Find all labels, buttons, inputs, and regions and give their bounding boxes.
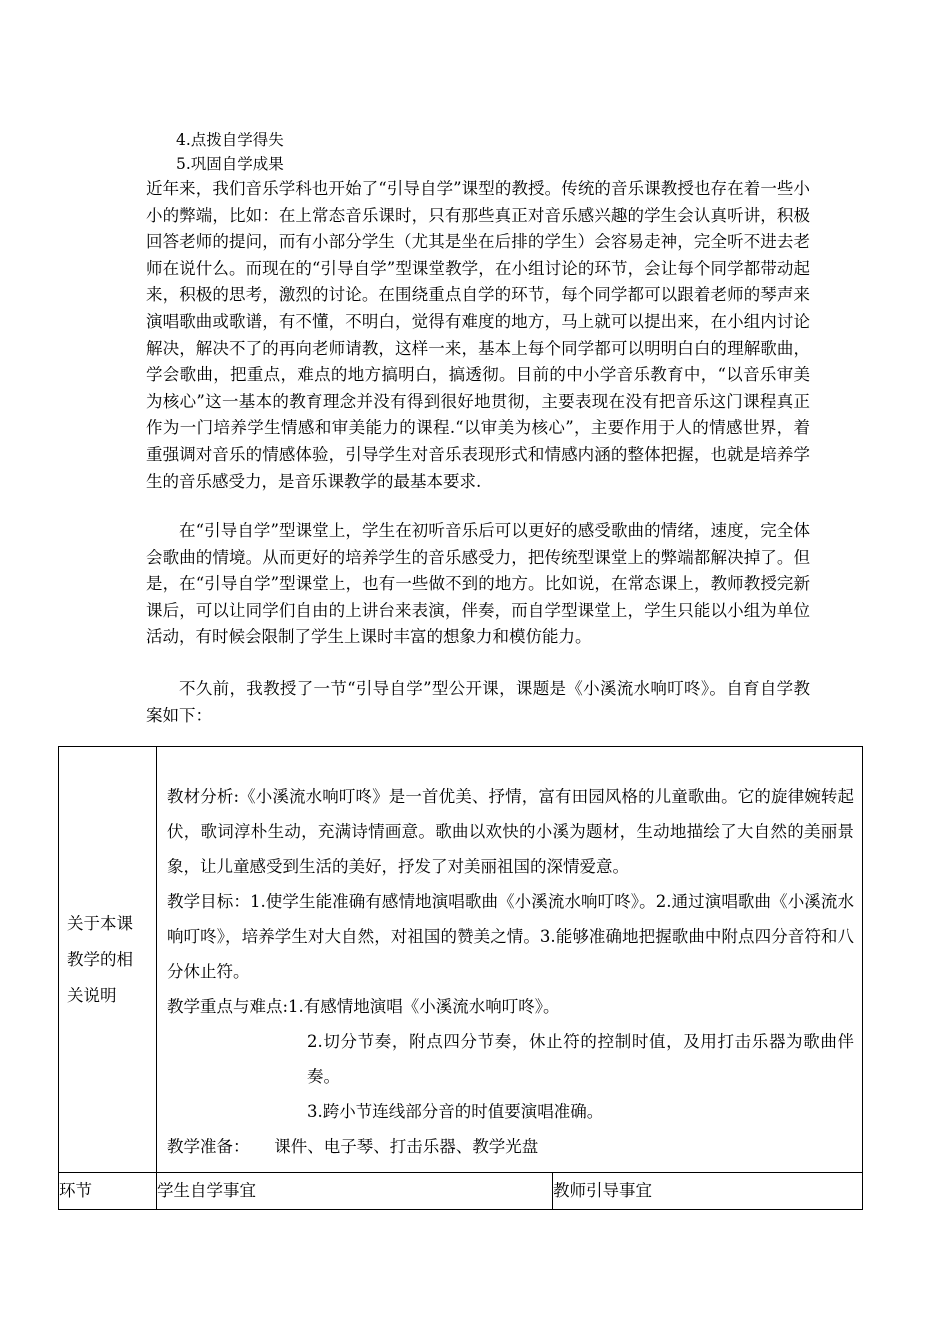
paragraph-lesson-intro: 不久前，我教授了一节“引导自学”型公开课，课题是《小溪流水响叮咚》。自育自学教案如下： [146, 679, 810, 725]
paragraph-classroom: 在“引导自学”型课堂上，学生在初听音乐后可以更好的感受歌曲的情绪，速度，完全体会歌曲的情境。从而更好的培养学生的音乐感受力，把传统型课堂上的弊端都解决掉了。但是，在“引导自学”型课堂上，也有一些做不到的地方。比如说，在常态课上，教师教授完新课后，可以让同学们自由的上讲台来表演，伴奏，而自学型课堂上，学生只能以小组为单位活动，有时候会限制了学生上课时丰富的想象力和模仿能力。 [146, 521, 810, 647]
table-label-cell [59, 747, 157, 1173]
lesson-plan-table [58, 746, 863, 1210]
teaching-goals: 教学目标：1.使学生能准确有感情地演唱歌曲《小溪流水响叮咚》。2.通过演唱歌曲《小溪流水响叮咚》，培养学生对大自然，对祖国的赞美之情。3.能够准确地把握歌曲中附点四分音符和八分休止符。 [167, 892, 854, 981]
table-label: 关于本课教学的相关说明 [67, 913, 133, 1005]
header-student: 学生自学事宜 [157, 1173, 553, 1210]
teaching-preparation: 教学准备： 课件、电子琴、打击乐器、教学光盘 [167, 1137, 539, 1156]
list-item-5: 5.巩固自学成果 [176, 155, 284, 173]
key-points-2: 2.切分节奏，附点四分节奏，休止符的控制时值，及用打击乐器为歌曲伴奏。 [307, 1032, 854, 1086]
header-teacher: 教师引导事宜 [553, 1173, 863, 1210]
list-item-4: 4.点拨自学得失 [176, 131, 284, 149]
key-points-1: 教学重点与难点:1.有感情地演唱《小溪流水响叮咚》。 [167, 997, 560, 1016]
material-analysis: 教材分析:《小溪流水响叮咚》是一首优美、抒情，富有田园风格的儿童歌曲。它的旋律婉转起伏，歌词淳朴生动，充满诗情画意。歌曲以欢快的小溪为题材，生动地描绘了大自然的美丽景象，让儿童感受到生活的美好，抒发了对美丽祖国的深情爱意。 [167, 787, 854, 876]
paragraph-intro: 近年来，我们音乐学科也开始了“引导自学”课型的教授。传统的音乐课教授也存在着一些小小的弊端，比如：在上常态音乐课时，只有那些真正对音乐感兴趣的学生会认真听讲，积极回答老师的提问，而有小部分学生（尤其是坐在后排的学生）会容易走神，完全听不进去老师在说什么。而现在的“引导自学”型课堂教学，在小组讨论的环节，会让每个同学都带动起来，积极的思考，激烈的讨论。在围绕重点自学的环节，每个同学都可以跟着老师的琴声来演唱歌曲或歌谱，有不懂，不明白，觉得有难度的地方，马上就可以提出来，在小组内讨论解决，解决不了的再向老师请教，这样一来，基本上每个同学都可以明明白白的理解歌曲，学会歌曲，把重点，难点的地方搞明白，搞透彻。目前的中小学音乐教育中，“以音乐审美为核心”这一基本的教育理念并没有得到很好地贯彻，主要表现在没有把音乐这门课程真正作为一门培养学生情感和审美能力的课程.“以审美为核心”，主要作用于人的情感世界，着重强调对音乐的情感体验，引导学生对音乐表现形式和情感内涵的整体把握，也就是培养学生的音乐感受力，是音乐课教学的最基本要求. [146, 179, 810, 491]
header-stage: 环节 [59, 1173, 157, 1210]
key-points-3: 3.跨小节连线部分音的时值要演唱准确。 [307, 1102, 604, 1121]
table-info-cell [157, 747, 863, 1173]
